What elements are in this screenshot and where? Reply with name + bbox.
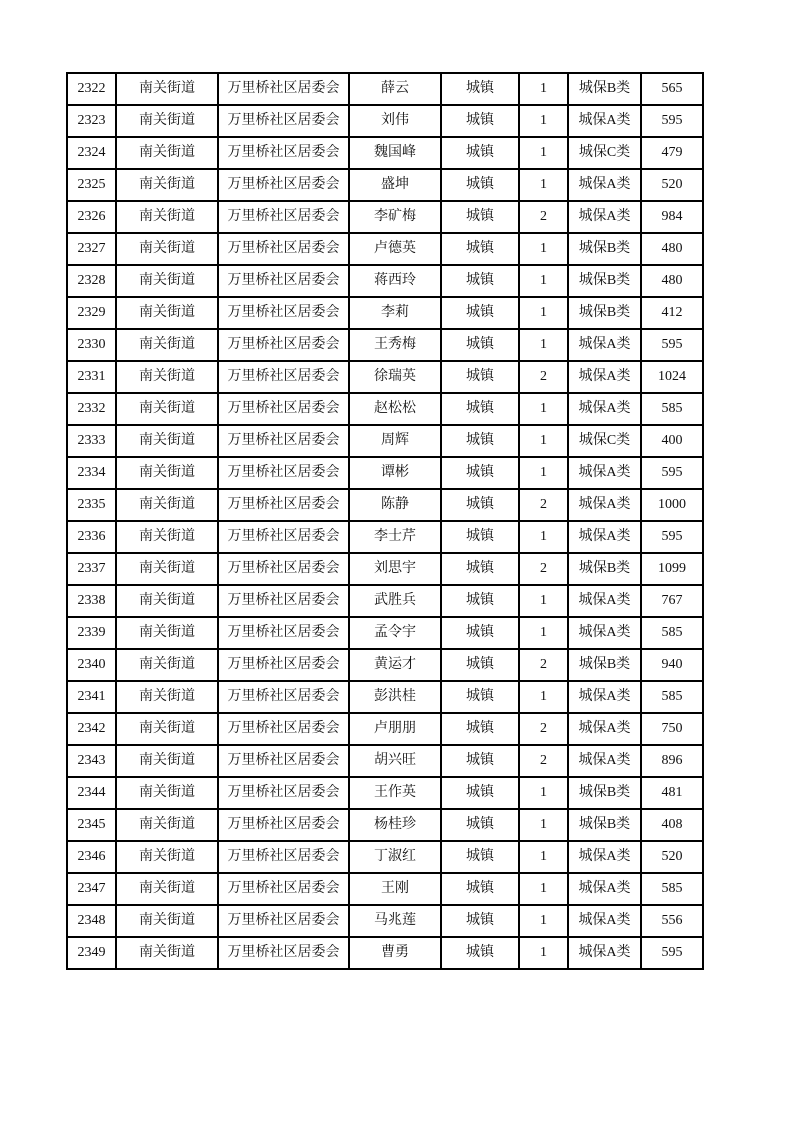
cell-community: 万里桥社区居委会 bbox=[218, 681, 349, 713]
cell-residence-type: 城镇 bbox=[441, 73, 519, 105]
cell-name: 李矿梅 bbox=[349, 201, 441, 233]
table-row bbox=[67, 457, 703, 489]
cell-person-count: 1 bbox=[519, 681, 568, 713]
cell-person-count: 1 bbox=[519, 105, 568, 137]
cell-name: 彭洪桂 bbox=[349, 681, 441, 713]
cell-community: 万里桥社区居委会 bbox=[218, 137, 349, 169]
cell-name: 马兆莲 bbox=[349, 905, 441, 937]
cell-serial-number: 2332 bbox=[67, 393, 116, 425]
cell-insurance-category: 城保A类 bbox=[568, 585, 641, 617]
cell-person-count: 1 bbox=[519, 169, 568, 201]
cell-person-count: 2 bbox=[519, 201, 568, 233]
cell-amount: 480 bbox=[641, 233, 703, 265]
cell-street: 南关街道 bbox=[116, 649, 218, 681]
table-row bbox=[67, 553, 703, 585]
table-row bbox=[67, 265, 703, 297]
cell-name: 刘思宇 bbox=[349, 553, 441, 585]
cell-amount: 585 bbox=[641, 393, 703, 425]
cell-residence-type: 城镇 bbox=[441, 841, 519, 873]
cell-street: 南关街道 bbox=[116, 393, 218, 425]
cell-person-count: 1 bbox=[519, 809, 568, 841]
cell-amount: 1024 bbox=[641, 361, 703, 393]
cell-amount: 479 bbox=[641, 137, 703, 169]
cell-community: 万里桥社区居委会 bbox=[218, 265, 349, 297]
cell-name: 王秀梅 bbox=[349, 329, 441, 361]
cell-amount: 585 bbox=[641, 873, 703, 905]
cell-person-count: 1 bbox=[519, 617, 568, 649]
cell-amount: 408 bbox=[641, 809, 703, 841]
cell-residence-type: 城镇 bbox=[441, 425, 519, 457]
cell-community: 万里桥社区居委会 bbox=[218, 585, 349, 617]
cell-community: 万里桥社区居委会 bbox=[218, 553, 349, 585]
cell-person-count: 1 bbox=[519, 137, 568, 169]
cell-street: 南关街道 bbox=[116, 937, 218, 969]
cell-insurance-category: 城保B类 bbox=[568, 809, 641, 841]
cell-insurance-category: 城保B类 bbox=[568, 777, 641, 809]
cell-amount: 480 bbox=[641, 265, 703, 297]
table-row bbox=[67, 329, 703, 361]
cell-amount: 595 bbox=[641, 329, 703, 361]
table-row bbox=[67, 617, 703, 649]
cell-insurance-category: 城保C类 bbox=[568, 137, 641, 169]
cell-insurance-category: 城保A类 bbox=[568, 329, 641, 361]
cell-residence-type: 城镇 bbox=[441, 745, 519, 777]
cell-serial-number: 2337 bbox=[67, 553, 116, 585]
cell-residence-type: 城镇 bbox=[441, 681, 519, 713]
cell-insurance-category: 城保A类 bbox=[568, 457, 641, 489]
cell-community: 万里桥社区居委会 bbox=[218, 937, 349, 969]
cell-person-count: 1 bbox=[519, 457, 568, 489]
cell-serial-number: 2335 bbox=[67, 489, 116, 521]
table-row bbox=[67, 137, 703, 169]
cell-serial-number: 2330 bbox=[67, 329, 116, 361]
cell-community: 万里桥社区居委会 bbox=[218, 777, 349, 809]
cell-amount: 481 bbox=[641, 777, 703, 809]
cell-insurance-category: 城保A类 bbox=[568, 105, 641, 137]
cell-name: 徐瑞英 bbox=[349, 361, 441, 393]
cell-amount: 1099 bbox=[641, 553, 703, 585]
cell-amount: 585 bbox=[641, 681, 703, 713]
table-row bbox=[67, 489, 703, 521]
cell-person-count: 2 bbox=[519, 361, 568, 393]
cell-serial-number: 2331 bbox=[67, 361, 116, 393]
cell-serial-number: 2338 bbox=[67, 585, 116, 617]
cell-serial-number: 2340 bbox=[67, 649, 116, 681]
cell-serial-number: 2346 bbox=[67, 841, 116, 873]
cell-street: 南关街道 bbox=[116, 265, 218, 297]
cell-residence-type: 城镇 bbox=[441, 105, 519, 137]
table-row bbox=[67, 393, 703, 425]
table-row bbox=[67, 73, 703, 105]
cell-street: 南关街道 bbox=[116, 745, 218, 777]
cell-amount: 595 bbox=[641, 457, 703, 489]
cell-name: 刘伟 bbox=[349, 105, 441, 137]
cell-residence-type: 城镇 bbox=[441, 457, 519, 489]
cell-street: 南关街道 bbox=[116, 553, 218, 585]
table-row bbox=[67, 905, 703, 937]
cell-serial-number: 2333 bbox=[67, 425, 116, 457]
cell-street: 南关街道 bbox=[116, 425, 218, 457]
cell-amount: 400 bbox=[641, 425, 703, 457]
cell-community: 万里桥社区居委会 bbox=[218, 393, 349, 425]
cell-name: 卢朋朋 bbox=[349, 713, 441, 745]
cell-insurance-category: 城保A类 bbox=[568, 713, 641, 745]
cell-street: 南关街道 bbox=[116, 329, 218, 361]
cell-person-count: 1 bbox=[519, 585, 568, 617]
cell-serial-number: 2345 bbox=[67, 809, 116, 841]
cell-insurance-category: 城保A类 bbox=[568, 521, 641, 553]
cell-insurance-category: 城保B类 bbox=[568, 233, 641, 265]
cell-residence-type: 城镇 bbox=[441, 201, 519, 233]
cell-residence-type: 城镇 bbox=[441, 553, 519, 585]
cell-residence-type: 城镇 bbox=[441, 169, 519, 201]
cell-residence-type: 城镇 bbox=[441, 713, 519, 745]
cell-community: 万里桥社区居委会 bbox=[218, 233, 349, 265]
cell-residence-type: 城镇 bbox=[441, 873, 519, 905]
cell-street: 南关街道 bbox=[116, 457, 218, 489]
table-row bbox=[67, 745, 703, 777]
cell-community: 万里桥社区居委会 bbox=[218, 105, 349, 137]
cell-amount: 585 bbox=[641, 617, 703, 649]
cell-insurance-category: 城保B类 bbox=[568, 553, 641, 585]
cell-community: 万里桥社区居委会 bbox=[218, 745, 349, 777]
cell-person-count: 1 bbox=[519, 425, 568, 457]
cell-residence-type: 城镇 bbox=[441, 905, 519, 937]
cell-person-count: 2 bbox=[519, 553, 568, 585]
cell-serial-number: 2334 bbox=[67, 457, 116, 489]
cell-serial-number: 2325 bbox=[67, 169, 116, 201]
cell-amount: 565 bbox=[641, 73, 703, 105]
cell-amount: 767 bbox=[641, 585, 703, 617]
cell-insurance-category: 城保A类 bbox=[568, 841, 641, 873]
cell-insurance-category: 城保A类 bbox=[568, 905, 641, 937]
cell-serial-number: 2339 bbox=[67, 617, 116, 649]
cell-community: 万里桥社区居委会 bbox=[218, 809, 349, 841]
cell-serial-number: 2326 bbox=[67, 201, 116, 233]
cell-insurance-category: 城保A类 bbox=[568, 617, 641, 649]
cell-serial-number: 2329 bbox=[67, 297, 116, 329]
cell-street: 南关街道 bbox=[116, 201, 218, 233]
cell-person-count: 2 bbox=[519, 713, 568, 745]
cell-residence-type: 城镇 bbox=[441, 809, 519, 841]
cell-person-count: 1 bbox=[519, 777, 568, 809]
cell-name: 黄运才 bbox=[349, 649, 441, 681]
cell-community: 万里桥社区居委会 bbox=[218, 841, 349, 873]
cell-street: 南关街道 bbox=[116, 73, 218, 105]
cell-name: 丁淑红 bbox=[349, 841, 441, 873]
cell-street: 南关街道 bbox=[116, 361, 218, 393]
cell-person-count: 1 bbox=[519, 329, 568, 361]
cell-serial-number: 2328 bbox=[67, 265, 116, 297]
cell-serial-number: 2343 bbox=[67, 745, 116, 777]
cell-residence-type: 城镇 bbox=[441, 233, 519, 265]
cell-residence-type: 城镇 bbox=[441, 777, 519, 809]
cell-residence-type: 城镇 bbox=[441, 937, 519, 969]
cell-serial-number: 2324 bbox=[67, 137, 116, 169]
cell-name: 曹勇 bbox=[349, 937, 441, 969]
cell-street: 南关街道 bbox=[116, 777, 218, 809]
cell-street: 南关街道 bbox=[116, 489, 218, 521]
cell-residence-type: 城镇 bbox=[441, 361, 519, 393]
cell-insurance-category: 城保A类 bbox=[568, 681, 641, 713]
cell-name: 杨桂珍 bbox=[349, 809, 441, 841]
cell-serial-number: 2322 bbox=[67, 73, 116, 105]
cell-serial-number: 2327 bbox=[67, 233, 116, 265]
cell-name: 王刚 bbox=[349, 873, 441, 905]
cell-street: 南关街道 bbox=[116, 105, 218, 137]
cell-insurance-category: 城保B类 bbox=[568, 73, 641, 105]
cell-residence-type: 城镇 bbox=[441, 329, 519, 361]
cell-amount: 984 bbox=[641, 201, 703, 233]
cell-name: 孟令宇 bbox=[349, 617, 441, 649]
cell-serial-number: 2336 bbox=[67, 521, 116, 553]
cell-residence-type: 城镇 bbox=[441, 585, 519, 617]
cell-serial-number: 2348 bbox=[67, 905, 116, 937]
cell-insurance-category: 城保B类 bbox=[568, 297, 641, 329]
table-row bbox=[67, 361, 703, 393]
cell-residence-type: 城镇 bbox=[441, 137, 519, 169]
cell-amount: 595 bbox=[641, 105, 703, 137]
table-row bbox=[67, 585, 703, 617]
cell-community: 万里桥社区居委会 bbox=[218, 457, 349, 489]
cell-street: 南关街道 bbox=[116, 169, 218, 201]
table-row bbox=[67, 873, 703, 905]
table-row bbox=[67, 297, 703, 329]
cell-person-count: 1 bbox=[519, 937, 568, 969]
cell-street: 南关街道 bbox=[116, 297, 218, 329]
cell-amount: 595 bbox=[641, 937, 703, 969]
table-row bbox=[67, 201, 703, 233]
cell-serial-number: 2349 bbox=[67, 937, 116, 969]
cell-amount: 896 bbox=[641, 745, 703, 777]
cell-residence-type: 城镇 bbox=[441, 649, 519, 681]
cell-community: 万里桥社区居委会 bbox=[218, 73, 349, 105]
cell-name: 卢德英 bbox=[349, 233, 441, 265]
table-row bbox=[67, 105, 703, 137]
cell-community: 万里桥社区居委会 bbox=[218, 329, 349, 361]
cell-name: 谭彬 bbox=[349, 457, 441, 489]
table-row bbox=[67, 777, 703, 809]
table-row bbox=[67, 649, 703, 681]
cell-street: 南关街道 bbox=[116, 681, 218, 713]
cell-name: 王作英 bbox=[349, 777, 441, 809]
cell-serial-number: 2342 bbox=[67, 713, 116, 745]
table-body bbox=[67, 73, 703, 969]
cell-name: 魏国峰 bbox=[349, 137, 441, 169]
cell-serial-number: 2344 bbox=[67, 777, 116, 809]
cell-street: 南关街道 bbox=[116, 233, 218, 265]
cell-community: 万里桥社区居委会 bbox=[218, 617, 349, 649]
cell-amount: 1000 bbox=[641, 489, 703, 521]
cell-serial-number: 2341 bbox=[67, 681, 116, 713]
cell-street: 南关街道 bbox=[116, 809, 218, 841]
cell-person-count: 1 bbox=[519, 905, 568, 937]
cell-serial-number: 2347 bbox=[67, 873, 116, 905]
cell-person-count: 1 bbox=[519, 297, 568, 329]
residents-benefits-table bbox=[66, 72, 704, 970]
cell-insurance-category: 城保A类 bbox=[568, 489, 641, 521]
cell-insurance-category: 城保C类 bbox=[568, 425, 641, 457]
cell-street: 南关街道 bbox=[116, 905, 218, 937]
cell-street: 南关街道 bbox=[116, 617, 218, 649]
table-row bbox=[67, 425, 703, 457]
cell-insurance-category: 城保A类 bbox=[568, 201, 641, 233]
cell-street: 南关街道 bbox=[116, 521, 218, 553]
cell-amount: 556 bbox=[641, 905, 703, 937]
cell-insurance-category: 城保B类 bbox=[568, 265, 641, 297]
cell-person-count: 1 bbox=[519, 73, 568, 105]
cell-name: 陈静 bbox=[349, 489, 441, 521]
cell-residence-type: 城镇 bbox=[441, 265, 519, 297]
cell-serial-number: 2323 bbox=[67, 105, 116, 137]
cell-community: 万里桥社区居委会 bbox=[218, 649, 349, 681]
cell-person-count: 1 bbox=[519, 233, 568, 265]
cell-community: 万里桥社区居委会 bbox=[218, 169, 349, 201]
cell-street: 南关街道 bbox=[116, 841, 218, 873]
cell-name: 盛坤 bbox=[349, 169, 441, 201]
table-row bbox=[67, 233, 703, 265]
cell-community: 万里桥社区居委会 bbox=[218, 873, 349, 905]
cell-community: 万里桥社区居委会 bbox=[218, 713, 349, 745]
cell-insurance-category: 城保A类 bbox=[568, 169, 641, 201]
cell-amount: 412 bbox=[641, 297, 703, 329]
cell-name: 薛云 bbox=[349, 73, 441, 105]
cell-person-count: 1 bbox=[519, 521, 568, 553]
cell-name: 周辉 bbox=[349, 425, 441, 457]
table-row bbox=[67, 713, 703, 745]
cell-amount: 750 bbox=[641, 713, 703, 745]
cell-name: 胡兴旺 bbox=[349, 745, 441, 777]
cell-person-count: 1 bbox=[519, 841, 568, 873]
cell-name: 李士芹 bbox=[349, 521, 441, 553]
cell-name: 李莉 bbox=[349, 297, 441, 329]
cell-street: 南关街道 bbox=[116, 585, 218, 617]
cell-community: 万里桥社区居委会 bbox=[218, 905, 349, 937]
cell-insurance-category: 城保B类 bbox=[568, 649, 641, 681]
cell-insurance-category: 城保A类 bbox=[568, 393, 641, 425]
cell-street: 南关街道 bbox=[116, 713, 218, 745]
cell-street: 南关街道 bbox=[116, 137, 218, 169]
cell-amount: 595 bbox=[641, 521, 703, 553]
cell-insurance-category: 城保A类 bbox=[568, 937, 641, 969]
cell-insurance-category: 城保A类 bbox=[568, 361, 641, 393]
cell-insurance-category: 城保A类 bbox=[568, 873, 641, 905]
cell-residence-type: 城镇 bbox=[441, 489, 519, 521]
cell-insurance-category: 城保A类 bbox=[568, 745, 641, 777]
cell-community: 万里桥社区居委会 bbox=[218, 297, 349, 329]
table-row bbox=[67, 937, 703, 969]
table-row bbox=[67, 169, 703, 201]
cell-name: 蒋西玲 bbox=[349, 265, 441, 297]
cell-residence-type: 城镇 bbox=[441, 521, 519, 553]
cell-person-count: 1 bbox=[519, 265, 568, 297]
cell-amount: 520 bbox=[641, 169, 703, 201]
table-row bbox=[67, 521, 703, 553]
cell-person-count: 1 bbox=[519, 393, 568, 425]
cell-community: 万里桥社区居委会 bbox=[218, 489, 349, 521]
cell-community: 万里桥社区居委会 bbox=[218, 361, 349, 393]
cell-name: 武胜兵 bbox=[349, 585, 441, 617]
cell-person-count: 2 bbox=[519, 649, 568, 681]
cell-person-count: 2 bbox=[519, 745, 568, 777]
cell-street: 南关街道 bbox=[116, 873, 218, 905]
cell-community: 万里桥社区居委会 bbox=[218, 521, 349, 553]
cell-residence-type: 城镇 bbox=[441, 393, 519, 425]
cell-amount: 520 bbox=[641, 841, 703, 873]
table-row bbox=[67, 841, 703, 873]
cell-residence-type: 城镇 bbox=[441, 617, 519, 649]
table-row bbox=[67, 809, 703, 841]
cell-name: 赵松松 bbox=[349, 393, 441, 425]
cell-community: 万里桥社区居委会 bbox=[218, 425, 349, 457]
cell-amount: 940 bbox=[641, 649, 703, 681]
cell-residence-type: 城镇 bbox=[441, 297, 519, 329]
cell-person-count: 2 bbox=[519, 489, 568, 521]
cell-community: 万里桥社区居委会 bbox=[218, 201, 349, 233]
table-row bbox=[67, 681, 703, 713]
cell-person-count: 1 bbox=[519, 873, 568, 905]
